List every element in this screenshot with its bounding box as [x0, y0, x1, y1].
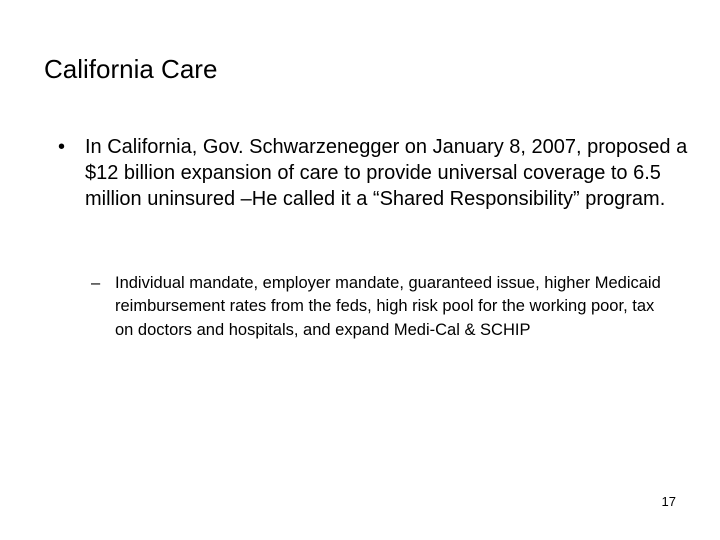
page-number: 17: [661, 494, 676, 509]
bullet-text: In California, Gov. Schwarzenegger on January 8, 2007, proposed a $12 billion expansion of care to provide universal coverage to 6.5 million uninsured –He called it a “Shared Responsibility” program.: [85, 136, 688, 210]
bullet-marker: •: [58, 136, 66, 158]
slide-title: California Care: [44, 54, 218, 84]
sub-bullet-text: Individual mandate, employer mandate, guaranteed issue, higher Medicaid reimbursement rates from the feds, high risk pool for the working poor, tax on doctors and hospitals, and expand Medi-Cal & SCHIP: [115, 274, 661, 339]
sub-bullet-marker: –: [91, 274, 101, 292]
